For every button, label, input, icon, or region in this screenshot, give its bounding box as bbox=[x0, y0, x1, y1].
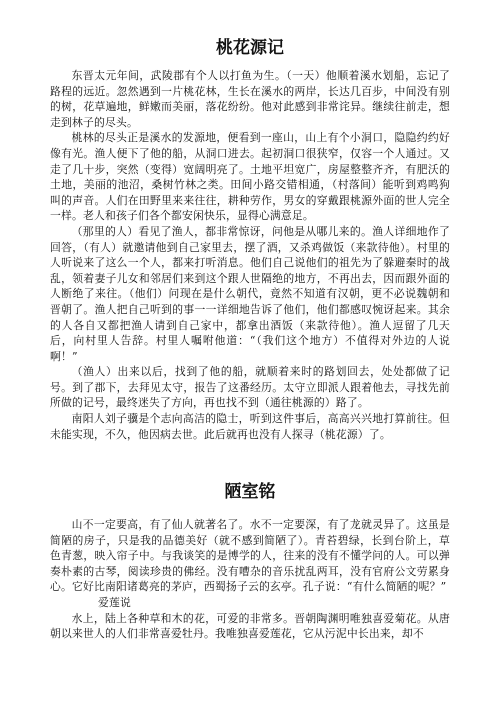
paragraph-2: 桃林的尽头正是溪水的发源地，便看到一座山，山上有个小洞口，隐隐约约好像有光。渔人便下了他的船，从洞口进去。起初洞口很狭窄，仅容一个人通过。又走了几十步，突然（变得）宽阔明亮了。土地平坦宽广，房屋整整齐齐，有肥沃的土地，美丽的池沼，桑树竹林之类。田间小路交错相通，（村落间）能听到鸡鸣狗叫的声音。人们在田野里来来往往，耕种劳作，男女的穿戴跟桃源外面的世人完全一样。老人和孩子们各个都安闲快乐，显得心满意足。 bbox=[50, 131, 450, 223]
paragraph-5: 南阳人刘子骥是个志向高洁的隐士，听到这件事后，高高兴兴地打算前往。但未能实现，不久，他因病去世。此后就再也没有人探寻（桃花源）了。 bbox=[50, 412, 450, 441]
title-taohuayuanji: 桃花源记 bbox=[216, 38, 284, 58]
paragraph-4: （渔人）出来以后，找到了他的船，就顺着来时的路划回去，处处都做了记号。到了郡下，去拜见太守，报告了这番经历。太守立即派人跟着他去，寻找先前所做的记号，最终迷失了方向，再也找不到（通往桃源的）路了。 bbox=[50, 365, 450, 410]
section-taohuayuanji bbox=[50, 68, 450, 442]
section-loushiming bbox=[50, 517, 450, 642]
title-loushiming: 陋室铭 bbox=[224, 482, 276, 502]
subtitle-ailianshuo: 爱莲说 bbox=[98, 595, 131, 609]
paragraph-1: 东晋太元年间，武陵郡有个人以打鱼为生。（一天）他顺着溪水划船，忘记了路程的远近。忽然遇到一片桃花林，生长在溪水的两岸，长达几百步，中间没有别的树，花草遍地，鲜嫩而美丽，落花纷纷。他对此感到非常诧异。继续往前走，想走到林子的尽头。 bbox=[50, 69, 450, 129]
paragraph-7: 水上，陆上各种草和木的花，可爱的非常多。晋朝陶渊明唯独喜爱菊花。从唐朝以来世人的人们非常喜爱牡丹。我唯独喜爱莲花，它从污泥中长出来，却不 bbox=[50, 611, 450, 641]
paragraph-6: 山不一定要高，有了仙人就著名了。水不一定要深，有了龙就灵异了。这虽是简陋的房子，只是我的品德美好（就不感到简陋了）。青苔碧绿，长到台阶上，草色青葱，映入帘子中。与我谈笑的是博学的人，往来的没有不懂学问的人。可以弹奏朴素的古琴，阅读珍贵的佛经。没有嘈杂的音乐扰乱两耳，没有官府公文劳累身心。它好比南阳诸葛亮的茅庐，西蜀扬子云的玄亭。孔子说：“有什么简陋的呢？” bbox=[50, 518, 450, 594]
paragraph-3: （那里的人）看见了渔人，都非常惊讶，问他是从哪儿来的。渔人详细地作了回答，（有人）就邀请他到自己家里去，摆了酒，又杀鸡做饭（来款待他）。村里的人听说来了这么一个人，都来打听消息。他们自己说他们的祖先为了躲避秦时的战乱，领着妻子儿女和邻居们来到这个跟人世隔绝的地方，不再出去，因而跟外面的人断绝了来往。（他们）问现在是什么朝代，竟然不知道有汉朝，更不必说魏朝和晋朝了。渔人把自己听到的事一一详细地告诉了他们，他们都感叹惋讶起来。其余的人各自又都把渔人请到自己家中，都拿出酒饭（来款待他）。渔人逗留了几天后，向村里人告辞。村里人嘱咐他道：“（我们这个地方）不值得对外边的人说啊！” bbox=[50, 224, 450, 363]
